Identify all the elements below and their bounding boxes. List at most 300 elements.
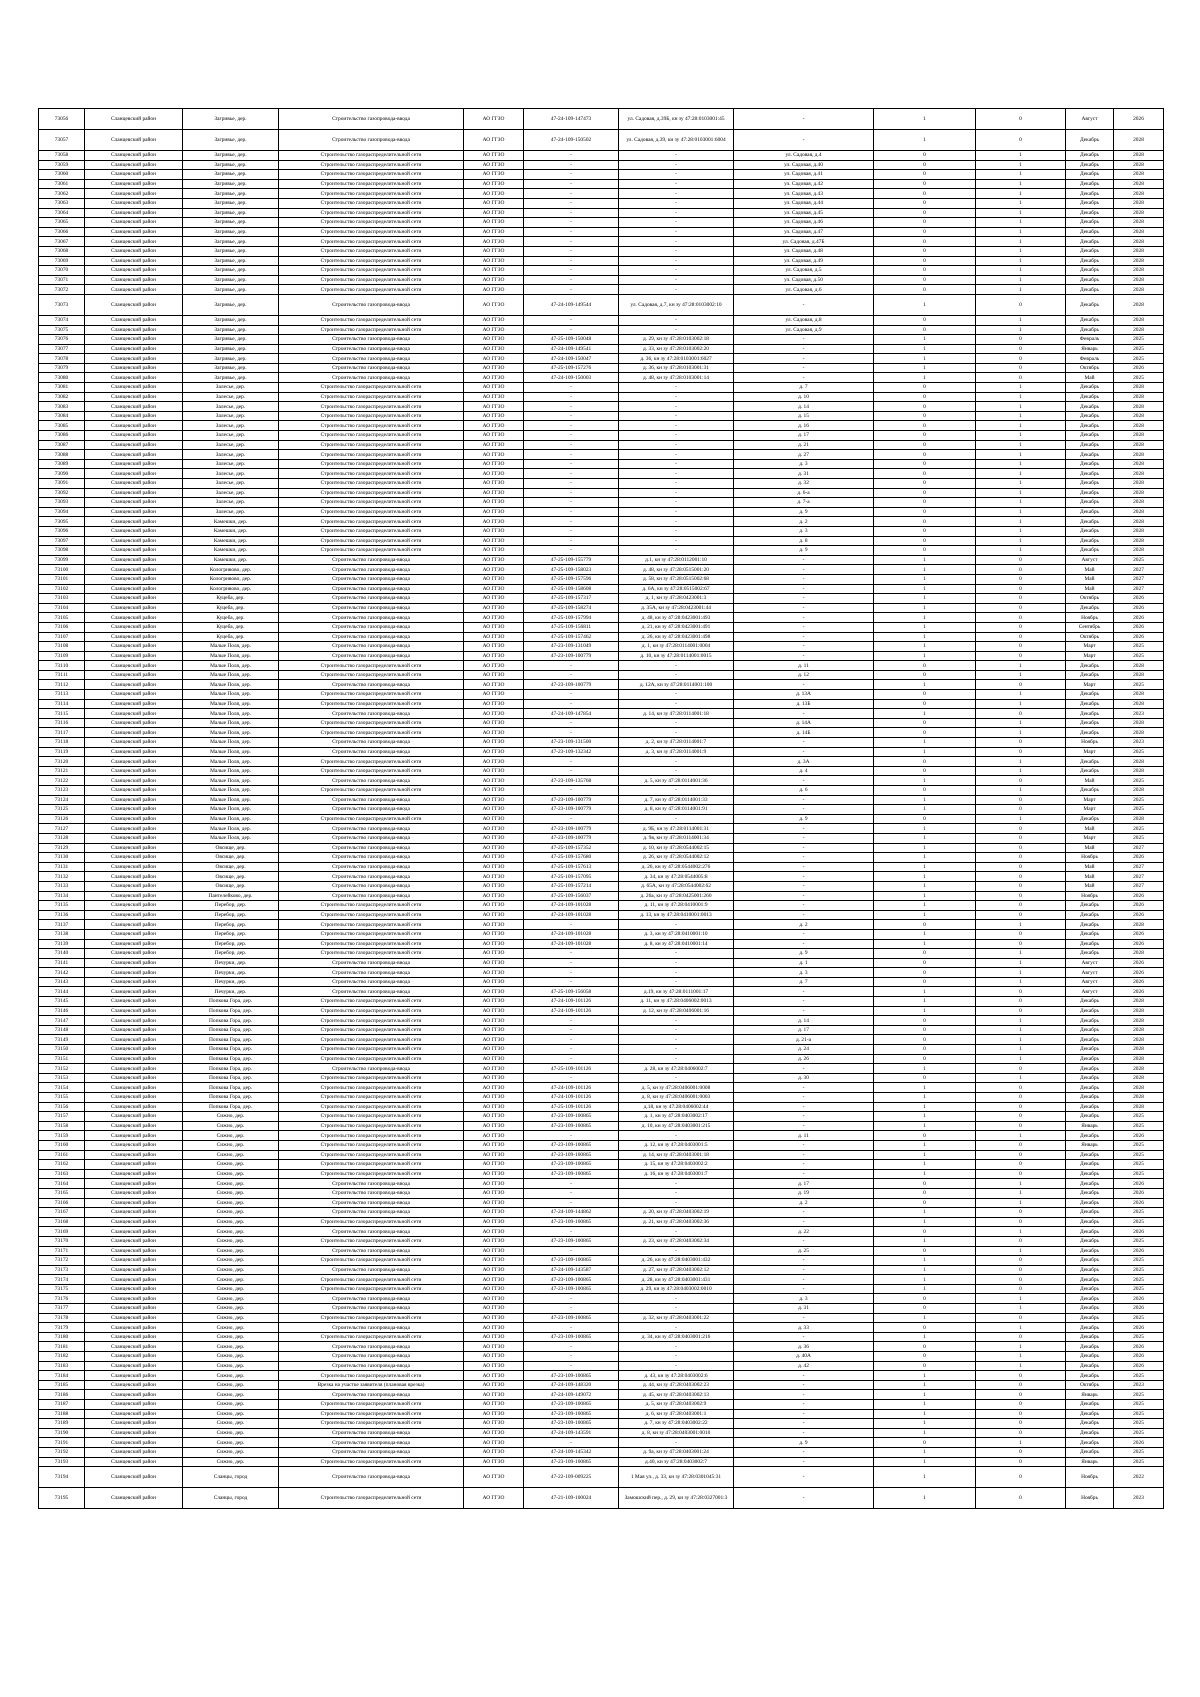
table-row	[39, 170, 1164, 180]
table-cell: Сланцевский район	[85, 949, 183, 959]
table-cell: Сланцевский район	[85, 1131, 183, 1141]
table-cell: 1	[874, 574, 976, 584]
table-cell: Строительство газораспределительной сети	[279, 275, 464, 285]
table-cell: Декабрь	[1066, 160, 1114, 170]
table-row	[39, 795, 1164, 805]
table-cell: Строительство газопровода-ввода	[279, 862, 464, 872]
table-cell: Замошский пер., д. 29, кн зу 47:28:0327001:3	[619, 1488, 734, 1509]
table-cell: -	[734, 1121, 874, 1131]
table-cell: Строительство газопровода-ввода	[279, 1361, 464, 1371]
table-cell: Сланцевский район	[85, 1361, 183, 1371]
table-cell: Загривье, дер.	[183, 335, 279, 345]
table-cell: 2028	[1114, 383, 1164, 393]
table-cell: 1	[976, 1179, 1066, 1189]
table-cell: Сланцевский район	[85, 757, 183, 767]
table-cell: 1	[874, 1467, 976, 1488]
table-cell: 73153	[39, 1073, 85, 1083]
table-cell: Сланцевский район	[85, 266, 183, 276]
table-cell: 1	[976, 459, 1066, 469]
table-cell: -	[734, 354, 874, 364]
table-cell: Сланцевский район	[85, 1313, 183, 1323]
table-cell: 1	[976, 949, 1066, 959]
table-cell: Строительство газораспределительной сети	[279, 536, 464, 546]
table-cell: АО ГГЗО	[464, 208, 524, 218]
table-cell: Строительство газораспределительной сети	[279, 1457, 464, 1467]
table-cell: Строительство газопровода-ввода	[279, 709, 464, 719]
table-cell: 73193	[39, 1457, 85, 1467]
table-cell: 1	[874, 344, 976, 354]
table-cell: ул. Садовая, д.47	[734, 227, 874, 237]
table-cell: д. 26, кн зу 47:28:0544002:276	[619, 862, 734, 872]
table-cell: 0	[874, 1045, 976, 1055]
table-cell: -	[734, 843, 874, 853]
table-cell: Строительство газораспределительной сети	[279, 421, 464, 431]
table-cell: -	[619, 151, 734, 161]
table-cell: Сижно, дер.	[183, 1371, 279, 1381]
table-cell: Декабрь	[1066, 459, 1114, 469]
table-cell: 0	[976, 294, 1066, 315]
table-cell: Строительство газораспределительной сети	[279, 479, 464, 489]
table-cell: Сланцевский район	[85, 151, 183, 161]
table-cell: 73078	[39, 354, 85, 364]
table-cell: -	[524, 1016, 619, 1026]
table-cell: д. 13, кн зу 47:28:0410001:0013	[619, 910, 734, 920]
table-cell: 0	[874, 1352, 976, 1362]
table-cell: АО ГГЗО	[464, 285, 524, 295]
table-cell: 0	[976, 872, 1066, 882]
table-cell: 0	[976, 1380, 1066, 1390]
table-row	[39, 613, 1164, 623]
table-cell: Декабрь	[1066, 1246, 1114, 1256]
table-cell: Декабрь	[1066, 603, 1114, 613]
table-cell: 2025	[1114, 555, 1164, 565]
table-cell: Сланцевский район	[85, 910, 183, 920]
table-cell: АО ГГЗО	[464, 1140, 524, 1150]
table-cell: Декабрь	[1066, 151, 1114, 161]
table-cell: Сланцевский район	[85, 160, 183, 170]
table-cell: 0	[874, 459, 976, 469]
table-cell: Загривье, дер.	[183, 237, 279, 247]
table-cell: Август	[1066, 958, 1114, 968]
table-cell: 2026	[1114, 603, 1164, 613]
table-cell: 0	[874, 757, 976, 767]
table-cell: 2022	[1114, 1467, 1164, 1488]
table-cell: д. 34, кн зу 47:28:0544005:8	[619, 872, 734, 882]
table-cell: 0	[874, 411, 976, 421]
table-cell: д. 35А, кн зу 47:28:0423001:44	[619, 603, 734, 613]
table-cell: Сланцевский район	[85, 109, 183, 130]
table-row	[39, 1140, 1164, 1150]
table-cell: 0	[976, 776, 1066, 786]
table-cell: АО ГГЗО	[464, 1217, 524, 1227]
table-cell: Малые Поля, дер.	[183, 642, 279, 652]
table-cell: 2026	[1114, 1294, 1164, 1304]
table-cell: 0	[976, 1275, 1066, 1285]
table-cell: 1	[976, 1361, 1066, 1371]
table-cell: 2028	[1114, 488, 1164, 498]
table-cell: 0	[976, 1447, 1066, 1457]
table-cell: Сланцевский район	[85, 776, 183, 786]
table-cell: -	[619, 1304, 734, 1314]
table-cell: 1	[874, 1140, 976, 1150]
table-cell: д. 10, кн зу 47:28:0544002:15	[619, 843, 734, 853]
table-cell: 0	[874, 1438, 976, 1448]
table-cell: 0	[976, 130, 1066, 151]
table-cell: -	[619, 920, 734, 930]
table-cell: 1	[874, 1488, 976, 1509]
table-cell: -	[734, 910, 874, 920]
table-cell: 1	[976, 1025, 1066, 1035]
table-cell: Сланцевский район	[85, 1409, 183, 1419]
table-cell: 1	[976, 227, 1066, 237]
table-cell: АО ГГЗО	[464, 584, 524, 594]
table-cell: 0	[874, 469, 976, 479]
table-cell: 73111	[39, 670, 85, 680]
table-cell: 1	[874, 872, 976, 882]
table-cell: 73103	[39, 594, 85, 604]
table-cell: 0	[874, 661, 976, 671]
table-cell: 1	[874, 833, 976, 843]
table-cell: Ноябрь	[1066, 1467, 1114, 1488]
table-cell: Строительство газораспределительной сети	[279, 1121, 464, 1131]
table-cell: 0	[976, 1419, 1066, 1429]
table-cell: 1	[874, 901, 976, 911]
table-cell: АО ГГЗО	[464, 853, 524, 863]
table-cell: -	[524, 315, 619, 325]
table-cell: АО ГГЗО	[464, 690, 524, 700]
table-cell: -	[734, 939, 874, 949]
table-cell: Сланцевский район	[85, 218, 183, 228]
table-cell: Декабрь	[1066, 718, 1114, 728]
table-cell: Сланцевский район	[85, 738, 183, 748]
table-cell: АО ГГЗО	[464, 814, 524, 824]
table-cell: 73092	[39, 488, 85, 498]
table-cell: 47-25-109-156037	[524, 891, 619, 901]
table-cell: АО ГГЗО	[464, 237, 524, 247]
table-cell: 1	[976, 170, 1066, 180]
table-cell: Строительство газопровода-ввода	[279, 824, 464, 834]
table-cell: Строительство газопровода-ввода	[279, 584, 464, 594]
table-cell: АО ГГЗО	[464, 1198, 524, 1208]
table-cell: Залесье, дер.	[183, 469, 279, 479]
table-cell: Сижно, дер.	[183, 1352, 279, 1362]
table-cell: 2023	[1114, 738, 1164, 748]
table-cell: АО ГГЗО	[464, 680, 524, 690]
table-cell: Строительство газопровода-ввода	[279, 130, 464, 151]
table-cell: 1	[874, 881, 976, 891]
table-cell: АО ГГЗО	[464, 958, 524, 968]
table-cell: 1	[976, 958, 1066, 968]
table-cell: АО ГГЗО	[464, 891, 524, 901]
table-cell: -	[524, 958, 619, 968]
table-row	[39, 1428, 1164, 1438]
table-cell: 2025	[1114, 680, 1164, 690]
table-cell: д. 26, кн зу 47:28:0423001:498	[619, 632, 734, 642]
table-cell: Сланцевский район	[85, 1140, 183, 1150]
table-cell: Печурки, дер.	[183, 968, 279, 978]
table-cell: д. 8, кн зу 47:28:0114001:91	[619, 805, 734, 815]
table-cell: -	[524, 189, 619, 199]
table-cell: 1	[874, 373, 976, 383]
table-cell: 0	[976, 853, 1066, 863]
table-cell: Сижно, дер.	[183, 1428, 279, 1438]
table-cell: Малые Поля, дер.	[183, 680, 279, 690]
table-cell: 47-25-109-158608	[524, 584, 619, 594]
table-cell: 47-24-109-150502	[524, 130, 619, 151]
table-cell: Сланцевский район	[85, 1304, 183, 1314]
table-row	[39, 526, 1164, 536]
table-cell: 1	[874, 632, 976, 642]
table-cell: Куцеба, дер.	[183, 594, 279, 604]
table-cell: 2025	[1114, 1217, 1164, 1227]
table-cell: Овсище, дер.	[183, 862, 279, 872]
table-cell: АО ГГЗО	[464, 335, 524, 345]
table-cell: д. 4	[734, 766, 874, 776]
table-cell: д. 48, кн зу 47:28:0423001:493	[619, 613, 734, 623]
table-cell: Декабрь	[1066, 450, 1114, 460]
table-cell: АО ГГЗО	[464, 189, 524, 199]
table-cell: -	[619, 517, 734, 527]
table-cell: Сланцевский район	[85, 872, 183, 882]
table-cell: 1	[976, 718, 1066, 728]
table-cell: д. 40А	[734, 1352, 874, 1362]
table-cell: 0	[874, 1246, 976, 1256]
table-cell: д. 43, кн зу 47:28:0403002:6	[619, 1371, 734, 1381]
table-cell: Строительство газопровода-ввода	[279, 294, 464, 315]
table-cell: -	[734, 776, 874, 786]
table-cell: 73136	[39, 910, 85, 920]
table-cell: 73190	[39, 1428, 85, 1438]
table-cell: 47-24-109-149072	[524, 1390, 619, 1400]
table-cell: АО ГГЗО	[464, 843, 524, 853]
table-cell: Сланцевский район	[85, 613, 183, 623]
table-cell: Декабрь	[1066, 325, 1114, 335]
table-cell: Строительство газораспределительной сети	[279, 1419, 464, 1429]
table-cell: -	[524, 949, 619, 959]
table-cell: -	[619, 661, 734, 671]
table-cell: -	[734, 1140, 874, 1150]
table-cell: -	[734, 130, 874, 151]
table-cell: д. 3	[734, 526, 874, 536]
table-cell: Строительство газораспределительной сети	[279, 1093, 464, 1103]
table-cell: 47-23-109-100865	[524, 1275, 619, 1285]
table-row	[39, 227, 1164, 237]
table-cell: Попкова Гора, дер.	[183, 1025, 279, 1035]
table-cell: Декабрь	[1066, 949, 1114, 959]
table-cell: 73145	[39, 997, 85, 1007]
table-cell: Сланцевский район	[85, 987, 183, 997]
table-cell: д. 19	[734, 1188, 874, 1198]
table-cell: 2028	[1114, 392, 1164, 402]
table-cell: АО ГГЗО	[464, 987, 524, 997]
table-cell: Декабрь	[1066, 661, 1114, 671]
table-cell: -	[524, 1054, 619, 1064]
table-cell: 2025	[1114, 805, 1164, 815]
table-cell: 73069	[39, 256, 85, 266]
table-cell: 73077	[39, 344, 85, 354]
table-cell: Сланцевский район	[85, 1188, 183, 1198]
table-cell: 0	[874, 1198, 976, 1208]
table-cell: Сланцевский район	[85, 603, 183, 613]
table-row	[39, 431, 1164, 441]
table-cell: -	[524, 1352, 619, 1362]
table-cell: Строительство газопровода-ввода	[279, 747, 464, 757]
table-row	[39, 680, 1164, 690]
table-cell: 1	[874, 1150, 976, 1160]
table-cell: Загривье, дер.	[183, 275, 279, 285]
table-cell: Строительство газопровода-ввода	[279, 603, 464, 613]
table-cell: Сланцевский район	[85, 1227, 183, 1237]
table-cell: -	[524, 275, 619, 285]
table-cell: -	[734, 824, 874, 834]
table-row	[39, 402, 1164, 412]
table-cell: 0	[976, 1371, 1066, 1381]
table-cell: Сижно, дер.	[183, 1275, 279, 1285]
table-cell: АО ГГЗО	[464, 266, 524, 276]
table-cell: ул. Садовая, д.45	[734, 208, 874, 218]
table-cell: АО ГГЗО	[464, 1457, 524, 1467]
table-cell: Май	[1066, 565, 1114, 575]
table-cell: 0	[874, 246, 976, 256]
table-cell: Сланцевский район	[85, 1035, 183, 1045]
table-row	[39, 1284, 1164, 1294]
table-cell: 73125	[39, 805, 85, 815]
table-cell: д. 3	[734, 459, 874, 469]
table-row	[39, 246, 1164, 256]
table-cell: Август	[1066, 555, 1114, 565]
table-cell: Декабрь	[1066, 1217, 1114, 1227]
table-cell: АО ГГЗО	[464, 402, 524, 412]
table-cell: Малые Поля, дер.	[183, 670, 279, 680]
table-cell: д. 22	[734, 1227, 874, 1237]
table-cell: 2028	[1114, 498, 1164, 508]
table-cell: Малые Поля, дер.	[183, 651, 279, 661]
table-cell: 47-24-109-147473	[524, 109, 619, 130]
table-cell: Сланцевский район	[85, 920, 183, 930]
table-cell: Сижно, дер.	[183, 1227, 279, 1237]
table-cell: д. 12	[734, 670, 874, 680]
table-cell: Строительство газораспределительной сети	[279, 256, 464, 266]
table-cell: -	[619, 690, 734, 700]
table-cell: Декабрь	[1066, 1428, 1114, 1438]
table-cell: Сланцевский район	[85, 1112, 183, 1122]
table-row	[39, 421, 1164, 431]
table-cell: АО ГГЗО	[464, 1313, 524, 1323]
table-cell: 1	[976, 266, 1066, 276]
table-cell: 0	[976, 1006, 1066, 1016]
table-cell: Сланцевский район	[85, 565, 183, 575]
table-cell: 73181	[39, 1342, 85, 1352]
table-cell: 73116	[39, 718, 85, 728]
table-cell: д. 3	[734, 1294, 874, 1304]
table-cell: 1	[976, 536, 1066, 546]
table-cell: Печурки, дер.	[183, 987, 279, 997]
table-cell: -	[619, 421, 734, 431]
table-cell: Август	[1066, 968, 1114, 978]
table-cell: Сланцевский район	[85, 1428, 183, 1438]
table-cell: -	[619, 1294, 734, 1304]
table-cell: 73122	[39, 776, 85, 786]
table-cell: Строительство газораспределительной сети	[279, 1160, 464, 1170]
table-cell: д. 8, кн зу 47:28:0410001:14	[619, 939, 734, 949]
table-cell: д. 16, кн зу 47:28:0403001:7	[619, 1169, 734, 1179]
table-cell: -	[619, 1438, 734, 1448]
table-cell: Загривье, дер.	[183, 363, 279, 373]
table-cell: 47-23-109-100865	[524, 1332, 619, 1342]
table-cell: Загривье, дер.	[183, 354, 279, 364]
table-cell: Сланцевский район	[85, 968, 183, 978]
table-cell: Сижно, дер.	[183, 1131, 279, 1141]
table-cell: 2028	[1114, 325, 1164, 335]
table-row	[39, 440, 1164, 450]
table-cell: 0	[874, 160, 976, 170]
table-cell: Строительство газораспределительной сети	[279, 1371, 464, 1381]
table-cell: 1	[976, 246, 1066, 256]
table-row	[39, 699, 1164, 709]
table-cell: д. 26	[734, 1054, 874, 1064]
table-cell: 1	[976, 670, 1066, 680]
table-cell: 2028	[1114, 459, 1164, 469]
table-cell: ул. Садовая, д.8	[734, 315, 874, 325]
table-cell: Строительство газопровода-ввода	[279, 344, 464, 354]
table-cell: АО ГГЗО	[464, 1208, 524, 1218]
table-cell: Декабрь	[1066, 670, 1114, 680]
table-cell: 1	[874, 1121, 976, 1131]
table-cell: 73182	[39, 1352, 85, 1362]
table-cell: -	[524, 1198, 619, 1208]
table-cell: Сланцевский район	[85, 824, 183, 834]
table-cell: 47-23-109-100865	[524, 1160, 619, 1170]
table-cell: 1	[976, 285, 1066, 295]
table-cell: Строительство газопровода-ввода	[279, 1342, 464, 1352]
table-cell: 1	[874, 997, 976, 1007]
table-cell: -	[524, 266, 619, 276]
table-cell: Сланцевский район	[85, 1025, 183, 1035]
table-cell: 0	[874, 1179, 976, 1189]
table-cell: -	[619, 1016, 734, 1026]
table-cell: 47-25-109-155779	[524, 555, 619, 565]
table-cell: -	[734, 1256, 874, 1266]
table-cell: 1	[976, 661, 1066, 671]
table-cell: 0	[976, 344, 1066, 354]
table-cell: 1	[874, 622, 976, 632]
table-cell: Декабрь	[1066, 227, 1114, 237]
table-cell: 47-23-109-100865	[524, 1457, 619, 1467]
table-cell: д. 58, кн зу 47:28:0515002:68	[619, 574, 734, 584]
table-cell: д. 1, кн зу 47:28:0114001:0004	[619, 642, 734, 652]
table-cell: Декабрь	[1066, 690, 1114, 700]
table-cell: 1	[976, 1198, 1066, 1208]
table-cell: -	[524, 421, 619, 431]
table-row	[39, 1275, 1164, 1285]
table-row	[39, 459, 1164, 469]
table-cell: 47-23-109-100865	[524, 1150, 619, 1160]
table-cell: 73113	[39, 690, 85, 700]
table-row	[39, 584, 1164, 594]
table-cell: Строительство газораспределительной сети	[279, 1035, 464, 1045]
table-cell: 73131	[39, 862, 85, 872]
table-cell: 2028	[1114, 1054, 1164, 1064]
table-cell: Строительство газопровода-ввода	[279, 622, 464, 632]
table-cell: Сланцевский район	[85, 1256, 183, 1266]
table-cell: Декабрь	[1066, 237, 1114, 247]
table-cell: 1	[874, 709, 976, 719]
table-cell: Сланцевский район	[85, 862, 183, 872]
table-cell: Сланцевский район	[85, 1457, 183, 1467]
table-cell: АО ГГЗО	[464, 766, 524, 776]
table-row	[39, 1361, 1164, 1371]
table-cell: -	[734, 1208, 874, 1218]
